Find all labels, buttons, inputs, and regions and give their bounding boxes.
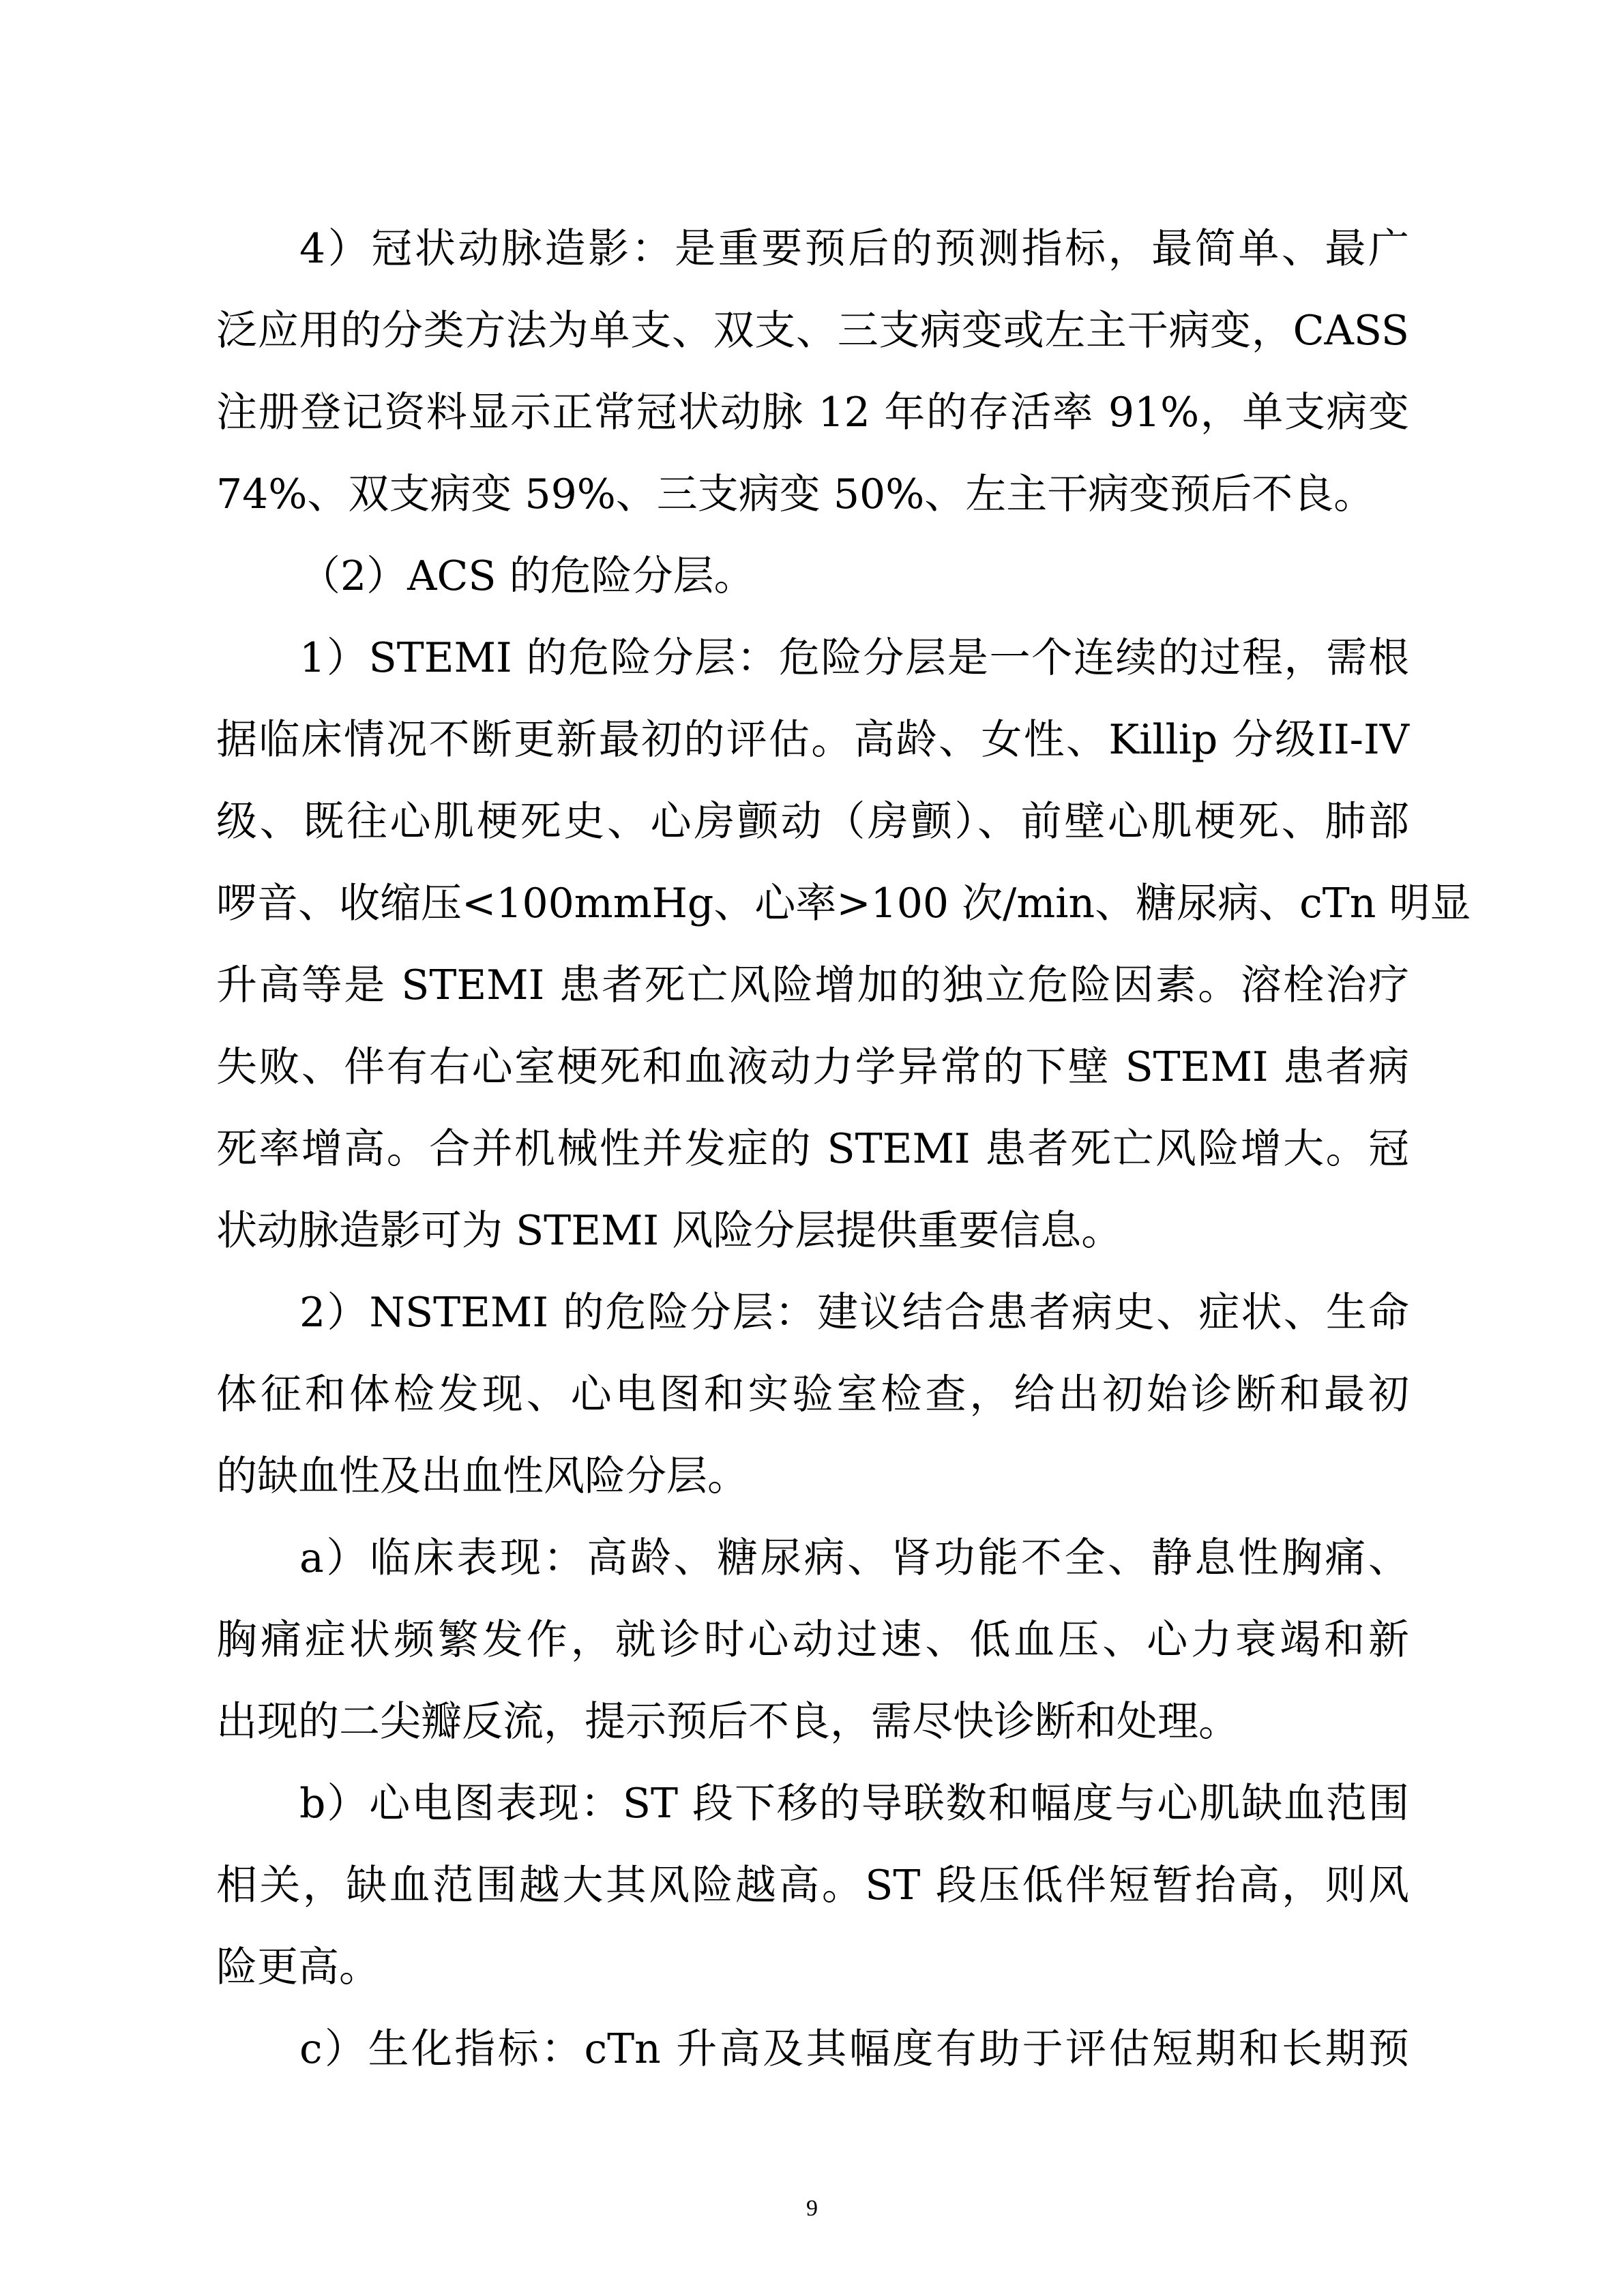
text-line: 4）冠状动脉造影：是重要预后的预测指标，最简单、最广 [299,225,1409,273]
section-heading: （2）ACS 的危险分层。 [299,552,755,600]
page-number: 9 [806,2196,818,2221]
text-line: 74%、双支病变 59%、三支病变 50%、左主干病变预后不良。 [216,471,1375,518]
text-line: 1）STEMI 的危险分层：危险分层是一个连续的过程，需根 [299,634,1409,682]
text-line: a）临床表现：高龄、糖尿病、肾功能不全、静息性胸痛、 [299,1534,1409,1582]
text-line: 体征和体检发现、心电图和实验室检查，给出初始诊断和最初 [216,1371,1409,1418]
text-line: 级、既往心肌梗死史、心房颤动（房颤）、前壁心肌梗死、肺部 [216,798,1409,846]
text-line: b）心电图表现：ST 段下移的导联数和幅度与心肌缺血范围 [299,1780,1409,1828]
text-line: 据临床情况不断更新最初的评估。高龄、女性、Killip 分级II-IV [216,716,1409,764]
text-line: 2）NSTEMI 的危险分层：建议结合患者病史、症状、生命 [299,1289,1409,1337]
text-line: 失败、伴有右心室梗死和血液动力学异常的下壁 STEMI 患者病 [216,1043,1409,1091]
text-line: 泛应用的分类方法为单支、双支、三支病变或左主干病变，CASS [216,307,1409,355]
text-line: 状动脉造影可为 STEMI 风险分层提供重要信息。 [216,1207,1123,1255]
text-line: 相关，缺血范围越大其风险越高。ST 段压低伴短暂抬高，则风 [216,1862,1409,1909]
text-line: 升高等是 STEMI 患者死亡风险增加的独立危险因素。溶栓治疗 [216,961,1409,1009]
text-line: 死率增高。合并机械性并发症的 STEMI 患者死亡风险增大。冠 [216,1125,1409,1173]
text-line: 胸痛症状频繁发作，就诊时心动过速、低血压、心力衰竭和新 [216,1616,1409,1664]
document-body [216,208,1471,2090]
text-line: 出现的二尖瓣反流，提示预后不良，需尽快诊断和处理。 [216,1698,1239,1746]
text-line: 险更高。 [216,1943,380,1991]
text-line: 注册登记资料显示正常冠状动脉 12 年的存活率 91%，单支病变 [216,389,1409,436]
text-line: 啰音、收缩压<100mmHg、心率>100 次/min、糖尿病、cTn 明显 [216,880,1471,927]
text-line: 的缺血性及出血性风险分层。 [216,1452,748,1500]
text-line: c）生化指标：cTn 升高及其幅度有助于评估短期和长期预 [299,2025,1409,2073]
